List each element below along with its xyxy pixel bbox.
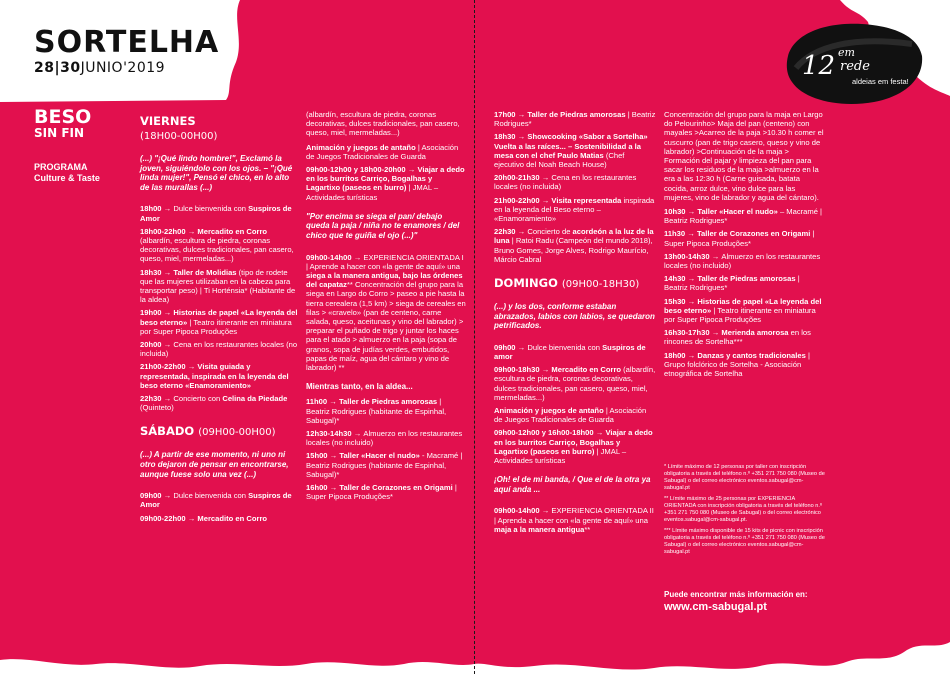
event-text: EXPERIENCIA ORIENTADA II | Aprenda a hacer con «la gente de aquí» una xyxy=(494,506,654,525)
event-title: Taller de Piedras amorosas xyxy=(338,397,438,407)
event-item xyxy=(664,274,824,292)
event-time: 14h30 xyxy=(664,274,688,284)
event-details: (tipo de rodete que las mujeres utilizaban en la cabeza para transportar peso) | Ti Horténsia* (Habitante de la aldea) xyxy=(140,267,296,305)
event-title: Taller de Molidias xyxy=(173,267,237,277)
arrow-icon: → xyxy=(329,451,340,461)
continued-text: Concentración del grupo para la maja en Largo do Pelourinho> Maja del pan (centeno) con mayales >Acarreo de la paja >10.30 h comer el cuscurro (pan de trigo casero, queso y vino de labrador) >Continuación de la maja > Formación del pajar y limpieza del pan para sacar los residuos de la maja >almuerzo en la era a las 12:30 h (Carne guisada, batata cocida, arroz dulce, vino dulce para las mujeres, vino de labrador y agua del cántaro). xyxy=(664,110,824,202)
day-heading-sunday xyxy=(494,276,656,292)
event-time: 09h00-14h00 xyxy=(306,252,354,262)
event-details: | Teatro itinerante en miniatura por Super Pipoca Produções xyxy=(140,317,292,336)
arrow-icon: → xyxy=(329,483,340,493)
event-item xyxy=(140,308,300,336)
brand-dates-days: 28|30 xyxy=(34,60,81,76)
event-title: Animación y juegos de antaño xyxy=(494,406,604,416)
event-details: | JMAL – Actividades turísticas xyxy=(494,446,627,466)
event-list-sunday xyxy=(494,343,656,465)
event-title: siega a la manera antigua, bajo las órdenes del capataz xyxy=(306,271,463,290)
event-time: 20h00 xyxy=(140,340,164,350)
arrow-icon: → xyxy=(163,267,174,277)
event-title: Danzas y cantos tradicionales xyxy=(697,350,806,360)
event-details: | Asociación de Juegos Tradicionales de Guarda xyxy=(306,142,459,161)
day-hours: (18H00-00H00) xyxy=(140,131,218,142)
event-title: Taller de Corazones en Origami xyxy=(696,229,811,239)
column-2 xyxy=(306,110,466,505)
event-item xyxy=(494,343,656,361)
event-details: | Beatriz Rodrigues* xyxy=(664,274,800,293)
event-details: - Macramé | Beatriz Rodrigues (habitante de Espinhal, Sabugal)* xyxy=(306,451,463,479)
event-text: Concierto con xyxy=(173,394,223,404)
event-item xyxy=(306,429,466,447)
event-title: Viajar a dedo en los burritos Carriço, Bogalhas y Lagartixo (paseos en burro) xyxy=(306,165,465,193)
event-title: Visita representada xyxy=(551,195,622,205)
footnote: *** Límite máximo disponible de 15 kits de picnic con inscripción obligatoria a través del teléfono n.º +351 271 750 080 (Museo de Sabugal) o del correo electrónico eventos.sabugal@cm-sabugal.pt xyxy=(664,528,825,555)
event-list-friday xyxy=(140,204,300,412)
program-title: BESO xyxy=(34,106,92,128)
event-time: 09h00 xyxy=(494,342,518,352)
arrow-icon: → xyxy=(187,362,198,372)
arrow-icon: → xyxy=(687,207,698,217)
badge-word2: rede xyxy=(840,59,870,74)
event-time: 15h00 xyxy=(306,451,330,461)
arrow-icon: → xyxy=(163,204,174,214)
event-item xyxy=(306,143,466,161)
event-text: Concierto de xyxy=(527,227,573,237)
day-name: DOMINGO xyxy=(494,276,558,291)
event-time: 09h00 xyxy=(140,491,164,501)
event-item xyxy=(140,491,300,509)
arrow-icon: → xyxy=(595,428,606,438)
footnote: * Límite máximo de 12 personas por taller con inscripción obligatoria a través del teléfono n.º +351 271 750 080 (Museo de Sabugal) o del correo electrónico eventos.sabugal@cm-sabugal.pt xyxy=(664,464,825,491)
event-item xyxy=(664,229,824,247)
event-item xyxy=(494,227,656,264)
event-title: Historias de papel «La leyenda del beso eterno» xyxy=(664,296,822,315)
section-subheading: Mientras tanto, en la aldea... xyxy=(306,382,413,392)
event-title: Taller de Piedras amorosas xyxy=(527,110,626,119)
event-item xyxy=(306,165,466,202)
event-title: acordeón a la luz de la luna xyxy=(494,227,654,246)
arrow-icon: → xyxy=(687,274,698,284)
event-time: 09h00-14h00 xyxy=(494,506,542,516)
event-details: (Chef ejecutivo del Noah Beach House) xyxy=(494,150,625,170)
program-label-line1: PROGRAMA xyxy=(34,162,88,172)
event-title: Suspiros de Amor xyxy=(140,491,292,510)
more-info xyxy=(664,590,834,612)
event-details: – Macramé | Beatriz Rodrigues* xyxy=(664,207,823,226)
event-item xyxy=(306,253,466,373)
event-title: Viajar a dedo en los burritos Carriço, Bogalhas y Lagartixo (paseos en burro) xyxy=(494,428,653,456)
day-name: VIERNES xyxy=(140,114,196,128)
event-time: 10h30 xyxy=(664,207,688,217)
arrow-icon: → xyxy=(517,342,528,352)
event-time: 22h30 xyxy=(140,394,164,404)
arrow-icon: → xyxy=(163,394,174,404)
arrow-icon: → xyxy=(163,340,174,350)
event-list xyxy=(306,397,466,501)
program-title-block xyxy=(34,108,132,184)
arrow-icon: → xyxy=(163,491,174,501)
arrow-icon: → xyxy=(687,229,697,239)
day-hours: (09H00-18H30) xyxy=(561,279,640,291)
arrow-icon: → xyxy=(541,365,552,375)
event-title: Mercadito en Corro xyxy=(551,365,622,375)
event-list xyxy=(664,207,824,378)
event-title: maja a la manera antigua xyxy=(494,524,585,534)
event-list xyxy=(494,110,656,264)
event-title: Historias de papel «La leyenda del beso eterno» xyxy=(140,308,298,327)
event-details: | Ratoi Radu (Campeón del mundo 2018), Bruno Gomes, Jorge Alves, Rodrigo Maurício, Márcio Cabral xyxy=(494,236,653,264)
event-time: 18h00 xyxy=(664,350,688,360)
event-details: | Super Pipoca Produções* xyxy=(664,229,815,248)
program-label xyxy=(34,162,132,184)
event-item xyxy=(140,268,300,305)
arrow-icon: → xyxy=(187,226,198,236)
event-title: Taller «Hacer el nudo» xyxy=(697,207,778,217)
festival-badge xyxy=(784,16,924,108)
legend-quote: "Por encima se siega el pan/ debajo queda la paja / niña no te enamores / del chico que te guiña el ojo (...)" xyxy=(306,211,460,241)
event-title: Suspiros de Amor xyxy=(140,204,292,223)
event-time: 18h30 xyxy=(140,267,164,277)
event-list xyxy=(494,506,656,534)
event-item xyxy=(140,394,300,412)
arrow-icon: → xyxy=(517,110,528,119)
event-title: Visita guiada y representada, inspirada en la leyenda del beso eterno «Enamoramiento» xyxy=(140,362,289,390)
website-link[interactable]: www.cm-sabugal.pt xyxy=(664,601,767,613)
event-details: | JMAL – Actividades turísticas xyxy=(306,183,439,202)
event-time: 12h30-14h30 xyxy=(306,429,354,439)
brand-block xyxy=(34,25,220,76)
event-item xyxy=(494,132,656,169)
event-text: Almuerzo en los restaurantes locales (no incluido) xyxy=(664,251,821,271)
footnote: ** Límite máximo de 25 personas por EXPERIENCIA ORIENTADA con inscripción obligatoria a través del teléfono n.º +351 271 750 080 (Museo de Sabugal) o del correo electrónico eventos.sabugal@cm-sabugal.pt. xyxy=(664,496,823,523)
event-details: | Teatro itinerante en miniatura por Super Pipoca Produções xyxy=(664,305,816,325)
event-item xyxy=(664,328,824,346)
event-item xyxy=(664,351,824,379)
event-time: 09h00-12h00 y 18h00-20h00 xyxy=(306,165,408,175)
arrow-icon: → xyxy=(353,252,364,262)
program-subtitle: SIN FIN xyxy=(34,126,85,140)
arrow-icon: → xyxy=(541,506,552,516)
event-item xyxy=(494,173,656,191)
arrow-icon: → xyxy=(329,397,339,407)
event-time: 16h00 xyxy=(306,483,330,493)
event-item xyxy=(140,514,300,523)
event-time: 22h30 xyxy=(494,227,518,237)
event-item xyxy=(140,340,300,358)
event-item xyxy=(140,204,300,222)
event-time: 11h30 xyxy=(664,229,688,239)
event-details: (albardín, escultura de piedra, coronas decorativas, dulces tradicionales, pan casero, queso, miel, mermeladas...) xyxy=(140,235,294,264)
event-item xyxy=(494,110,656,128)
event-time: 13h00-14h30 xyxy=(664,251,712,261)
event-item xyxy=(494,365,656,402)
event-details: (Quinteto) xyxy=(140,403,174,413)
fold-line xyxy=(474,0,475,674)
event-time: 16h30-17h30 xyxy=(664,328,712,338)
event-details: inspirada en la leyenda del Beso eterno – «Enamoramiento» xyxy=(494,195,655,224)
event-item xyxy=(494,406,656,424)
event-item xyxy=(140,362,300,390)
event-title: Celina da Piedade xyxy=(222,394,288,404)
legend-quote: ¡Oh! el de mi banda, / Que el de la otra ya aquí anda ... xyxy=(494,475,651,494)
event-time: 09h00-22h00 xyxy=(140,513,188,523)
legend-quote: (...) y los dos, conforme estaban abrazados, labios con labios, se quedaron petrificados. xyxy=(494,302,655,331)
event-time: 15h30 xyxy=(664,296,688,306)
event-item xyxy=(664,252,824,270)
day-hours: (09H00-00H00) xyxy=(198,427,276,439)
arrow-icon: → xyxy=(711,328,722,338)
event-title: Taller «Hacer el nudo» xyxy=(339,451,420,461)
arrow-icon: → xyxy=(407,165,418,175)
event-time: 09h00-18h30 xyxy=(494,365,542,375)
event-title: Suspiros de amor xyxy=(494,342,646,362)
event-item xyxy=(494,428,656,465)
arrow-icon: → xyxy=(687,296,698,306)
arrow-icon: → xyxy=(163,308,174,318)
event-list xyxy=(306,143,466,202)
legend-quote: (...) "¡Qué lindo hombre!", Exclamó la joven, siguiéndolo con los ojos. – "¡Qué linda mujer!", Pensó el chico, en lo alto de las murallas (...) xyxy=(140,154,293,192)
event-text: Cena en los restaurantes locales (no incluida) xyxy=(140,340,298,359)
event-details: | Super Pipoca Produções* xyxy=(306,483,457,502)
arrow-icon: → xyxy=(687,350,698,360)
brand-title: SORTELHA xyxy=(34,25,220,60)
event-text: Dulce bienvenida con xyxy=(527,342,603,352)
event-title: Merienda amorosa xyxy=(721,328,789,338)
event-title: Taller de Corazones en Origami xyxy=(339,483,453,493)
column-4 xyxy=(664,110,824,382)
event-time: 20h00-21h30 xyxy=(494,173,542,183)
arrow-icon: → xyxy=(517,227,528,237)
event-title: Mercadito en Corro xyxy=(197,513,268,523)
arrow-icon: → xyxy=(517,132,528,142)
arrow-icon: → xyxy=(353,429,364,439)
badge-tagline: aldeias em festa! xyxy=(852,77,909,86)
day-name: SÁBADO xyxy=(140,424,195,439)
event-item xyxy=(494,196,656,224)
event-item xyxy=(306,483,466,501)
badge-number: 12 xyxy=(802,51,836,81)
event-text: Dulce bienvenida con xyxy=(173,491,249,501)
event-text: Cena en los restaurantes locales (no incluida) xyxy=(494,173,637,192)
column-1 xyxy=(140,110,300,527)
legend-quote: (...) A partir de ese momento, ni uno ni otro dejaron de pensar en encontrarse, aunque fuese solo una vez (...) xyxy=(140,450,289,479)
event-item xyxy=(140,227,300,264)
day-heading-saturday xyxy=(140,424,300,440)
event-time: 19h00 xyxy=(140,308,164,318)
event-details: ** Concentración del grupo para la siega en Largo do Corro > paseo a pie hasta la tierra cerealera (1,5 km) > siega de cereales en filas > «cravelo» (pan de centeno, carne salada, queso, aceitunas y vino del labrador) > preparar el puñado de trigo y juntar los haces para el atado > almuerzo en la paja (sopa de granos, sopa de judías verdes, embutidos, papas de maíz, agua del cántaro y vino de labrador) ** xyxy=(306,280,466,373)
event-item xyxy=(664,207,824,225)
event-details: ** xyxy=(584,524,591,534)
event-title: Animación y juegos de antaño xyxy=(306,142,416,152)
event-title: Showcooking «Sabor a Sortelha» Vuelta a las raíces... – Sostenibilidad a la mesa con el chef Paulo Matias xyxy=(494,132,648,160)
event-text: EXPERIENCIA ORIENTADA I | Aprende a hacer con «la gente de aquí» una xyxy=(306,252,464,271)
event-item xyxy=(494,506,656,534)
arrow-icon: → xyxy=(711,251,722,261)
event-item xyxy=(306,397,466,425)
event-time: 21h00-22h00 xyxy=(494,195,542,205)
program-label-line2: Culture & Taste xyxy=(34,173,100,183)
event-time: 18h00-22h00 xyxy=(140,226,188,236)
brand-dates-month: JUNIO'2019 xyxy=(80,60,166,76)
event-details: | Beatriz Rodrigues* xyxy=(494,110,656,129)
event-text: Almuerzo en los restaurantes locales (no incluido) xyxy=(306,429,463,448)
arrow-icon: → xyxy=(541,173,552,183)
event-time: 18h00 xyxy=(140,204,164,214)
badge-word1: em xyxy=(838,46,855,59)
event-details: | Asociación de Juegos Tradicionales de Guarda xyxy=(494,406,647,425)
brand-dates xyxy=(34,60,219,76)
more-info-label: Puede encontrar más información en: xyxy=(664,590,808,599)
event-text: Dulce bienvenida con xyxy=(173,204,249,214)
event-list xyxy=(306,253,466,373)
day-heading-friday xyxy=(140,114,300,144)
event-title: Taller de Piedras amorosas xyxy=(697,274,796,284)
event-time: 11h00 xyxy=(306,397,330,407)
event-details: en los rincones de Sortelha*** xyxy=(664,328,811,347)
continued-text: (albardín, escultura de piedra, coronas decorativas, dulces tradicionales, pan casero, queso, miel, mermeladas...) xyxy=(306,110,460,138)
footnotes xyxy=(664,464,828,560)
arrow-icon: → xyxy=(541,195,552,205)
event-details: | Beatriz Rodrigues (habitante de Espinhal, Sabugal)* xyxy=(306,397,447,425)
event-item xyxy=(306,451,466,479)
arrow-icon: → xyxy=(187,513,198,523)
event-time: 18h30 xyxy=(494,132,518,142)
event-details: | Grupo folclórico de Sortelha - Asociación etnográfica de Sortelha xyxy=(664,350,810,379)
column-3 xyxy=(494,110,656,538)
event-time: 09h00-12h00 y 16h00-18h00 xyxy=(494,428,596,438)
event-list-saturday xyxy=(140,491,300,523)
event-time: 21h00-22h00 xyxy=(140,362,188,372)
event-title: Mercadito en Corro xyxy=(197,226,268,236)
event-item xyxy=(664,297,824,325)
event-details: (albardín, escultura de piedra, coronas decorativas, dulces tradicionales, pan casero, queso, miel, mermeladas...) xyxy=(494,365,656,402)
event-time: 17h00 xyxy=(494,110,518,119)
